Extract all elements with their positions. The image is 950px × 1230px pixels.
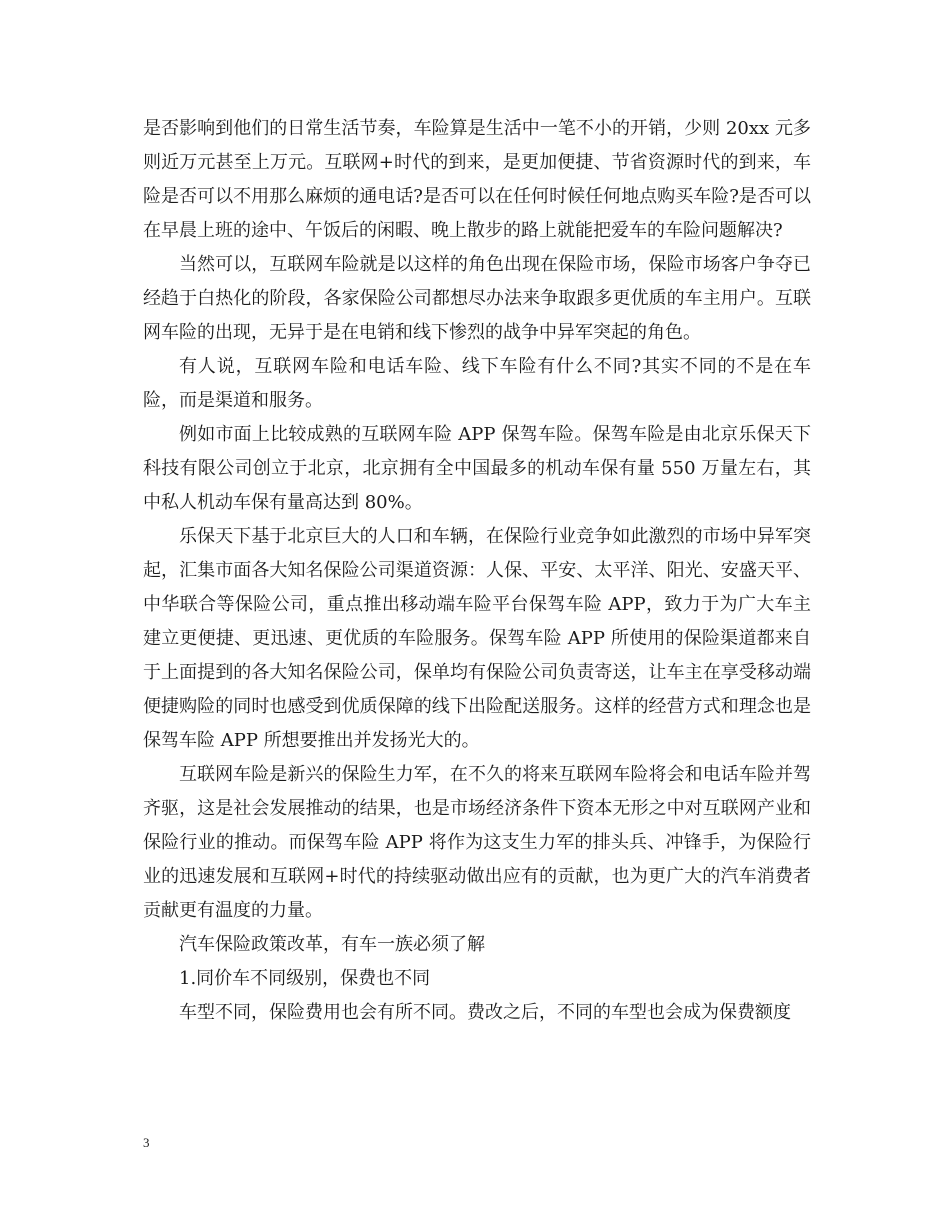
paragraph-1: 是否影响到他们的日常生活节奏，车险算是生活中一笔不小的开销，少则 20xx 元多则近万元甚至上万元。互联网+时代的到来，是更加便捷、节省资源时代的到来，车险是否可以不用那么麻烦的通电话?是否可以在任何时候任何地点购买车险?是否可以在早晨上班的途中、午饭后的闲暇、晚上散步的路上就能把爱车的车险问题解决?: [143, 118, 811, 241]
paragraph-4: 例如市面上比较成熟的互联网车险 APP 保驾车险。保驾车险是由北京乐保天下科技有限公司创立于北京，北京拥有全中国最多的机动车保有量 550 万量左右，其中私人机动车保有量高达到 80%。: [143, 424, 811, 513]
document-body: [143, 112, 811, 1030]
page-number: 3: [143, 1135, 150, 1150]
paragraph-5: 乐保天下基于北京巨大的人口和车辆，在保险行业竞争如此激烈的市场中异军突起，汇集市面各大知名保险公司渠道资源：人保、平安、太平洋、阳光、安盛天平、中华联合等保险公司，重点推出移动端车险平台保驾车险 APP，致力于为广大车主建立更便捷、更迅速、更优质的车险服务。保驾车险 APP 所使用的保险渠道都来自于上面提到的各大知名保险公司，保单均有保险公司负责寄送，让车主在享受移动端便捷购险的同时也感受到优质保障的线下出险配送服务。这样的经营方式和理念也是保驾车险 APP 所想要推出并发扬光大的。: [143, 526, 811, 751]
section-heading: 汽车保险政策改革，有车一族必须了解: [179, 934, 485, 955]
paragraph-6: 互联网车险是新兴的保险生力军，在不久的将来互联网车险将会和电话车险并驾齐驱，这是社会发展推动的结果，也是市场经济条件下资本无形之中对互联网产业和保险行业的推动。而保驾车险 APP 将作为这支生力军的排头兵、冲锋手，为保险行业的迅速发展和互联网+时代的持续驱动做出应有的贡献，也为更广大的汽车消费者贡献更有温度的力量。: [143, 764, 811, 921]
paragraph-7: 车型不同，保险费用也会有所不同。费改之后，不同的车型也会成为保费额度: [179, 1002, 791, 1023]
paragraph-3: 有人说，互联网车险和电话车险、线下车险有什么不同?其实不同的不是在车险，而是渠道和服务。: [143, 356, 811, 411]
paragraph-2: 当然可以，互联网车险就是以这样的角色出现在保险市场，保险市场客户争夺已经趋于白热化的阶段，各家保险公司都想尽办法来争取跟多更优质的车主用户。互联网车险的出现，无异于是在电销和线下惨烈的战争中异军突起的角色。: [143, 254, 811, 343]
subheading-1: 1.同价车不同级别，保费也不同: [179, 968, 431, 989]
